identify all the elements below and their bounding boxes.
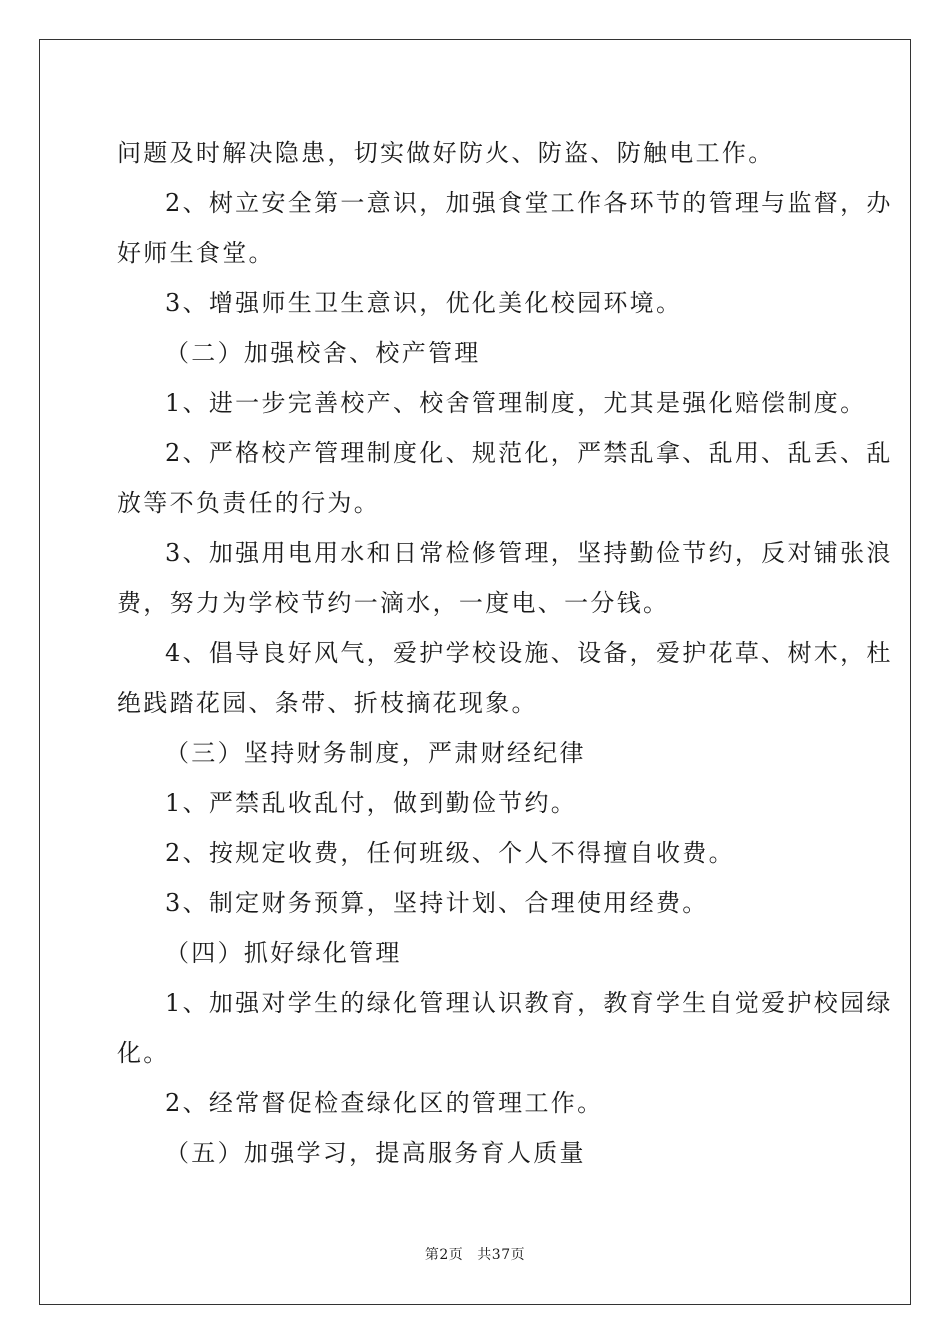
- text-line: 1、进一步完善校产、校舍管理制度，尤其是强化赔偿制度。: [165, 389, 867, 417]
- page-footer: [0, 1244, 950, 1264]
- text-line: 2、经常督促检查绿化区的管理工作。: [165, 1089, 604, 1117]
- text-line: 3、增强师生卫生意识，优化美化校园环境。: [165, 289, 683, 317]
- document-body: [117, 128, 893, 1178]
- section-heading: （五）加强学习，提高服务育人质量: [165, 1139, 586, 1167]
- page-total: 共37页: [477, 1247, 526, 1263]
- section-heading: （二）加强校舍、校产管理: [165, 339, 481, 367]
- text-line: 1、加强对学生的绿化管理认识教育，教育学生自觉爱护校园绿: [165, 989, 893, 1017]
- page-number: 第2页: [424, 1247, 464, 1263]
- section-heading: （四）抓好绿化管理: [165, 939, 402, 967]
- text-line: 3、加强用电用水和日常检修管理，坚持勤俭节约，反对铺张浪: [165, 539, 893, 567]
- text-line: 问题及时解决隐患，切实做好防火、防盗、防触电工作。: [117, 139, 775, 167]
- text-line: 3、制定财务预算，坚持计划、合理使用经费。: [165, 889, 709, 917]
- text-line: 好师生食堂。: [117, 239, 275, 267]
- text-line: 化。: [117, 1039, 170, 1067]
- text-line: 2、按规定收费，任何班级、个人不得擅自收费。: [165, 839, 735, 867]
- section-heading: （三）坚持财务制度，严肃财经纪律: [165, 739, 586, 767]
- text-line: 4、倡导良好风气，爱护学校设施、设备，爱护花草、树木，杜: [165, 639, 893, 667]
- text-line: 1、严禁乱收乱付，做到勤俭节约。: [165, 789, 578, 817]
- text-line: 费，努力为学校节约一滴水，一度电、一分钱。: [117, 589, 670, 617]
- text-line: 绝践踏花园、条带、折枝摘花现象。: [117, 689, 538, 717]
- text-line: 2、严格校产管理制度化、规范化，严禁乱拿、乱用、乱丢、乱: [165, 439, 893, 467]
- text-line: 2、树立安全第一意识，加强食堂工作各环节的管理与监督，办: [165, 189, 893, 217]
- text-line: 放等不负责任的行为。: [117, 489, 380, 517]
